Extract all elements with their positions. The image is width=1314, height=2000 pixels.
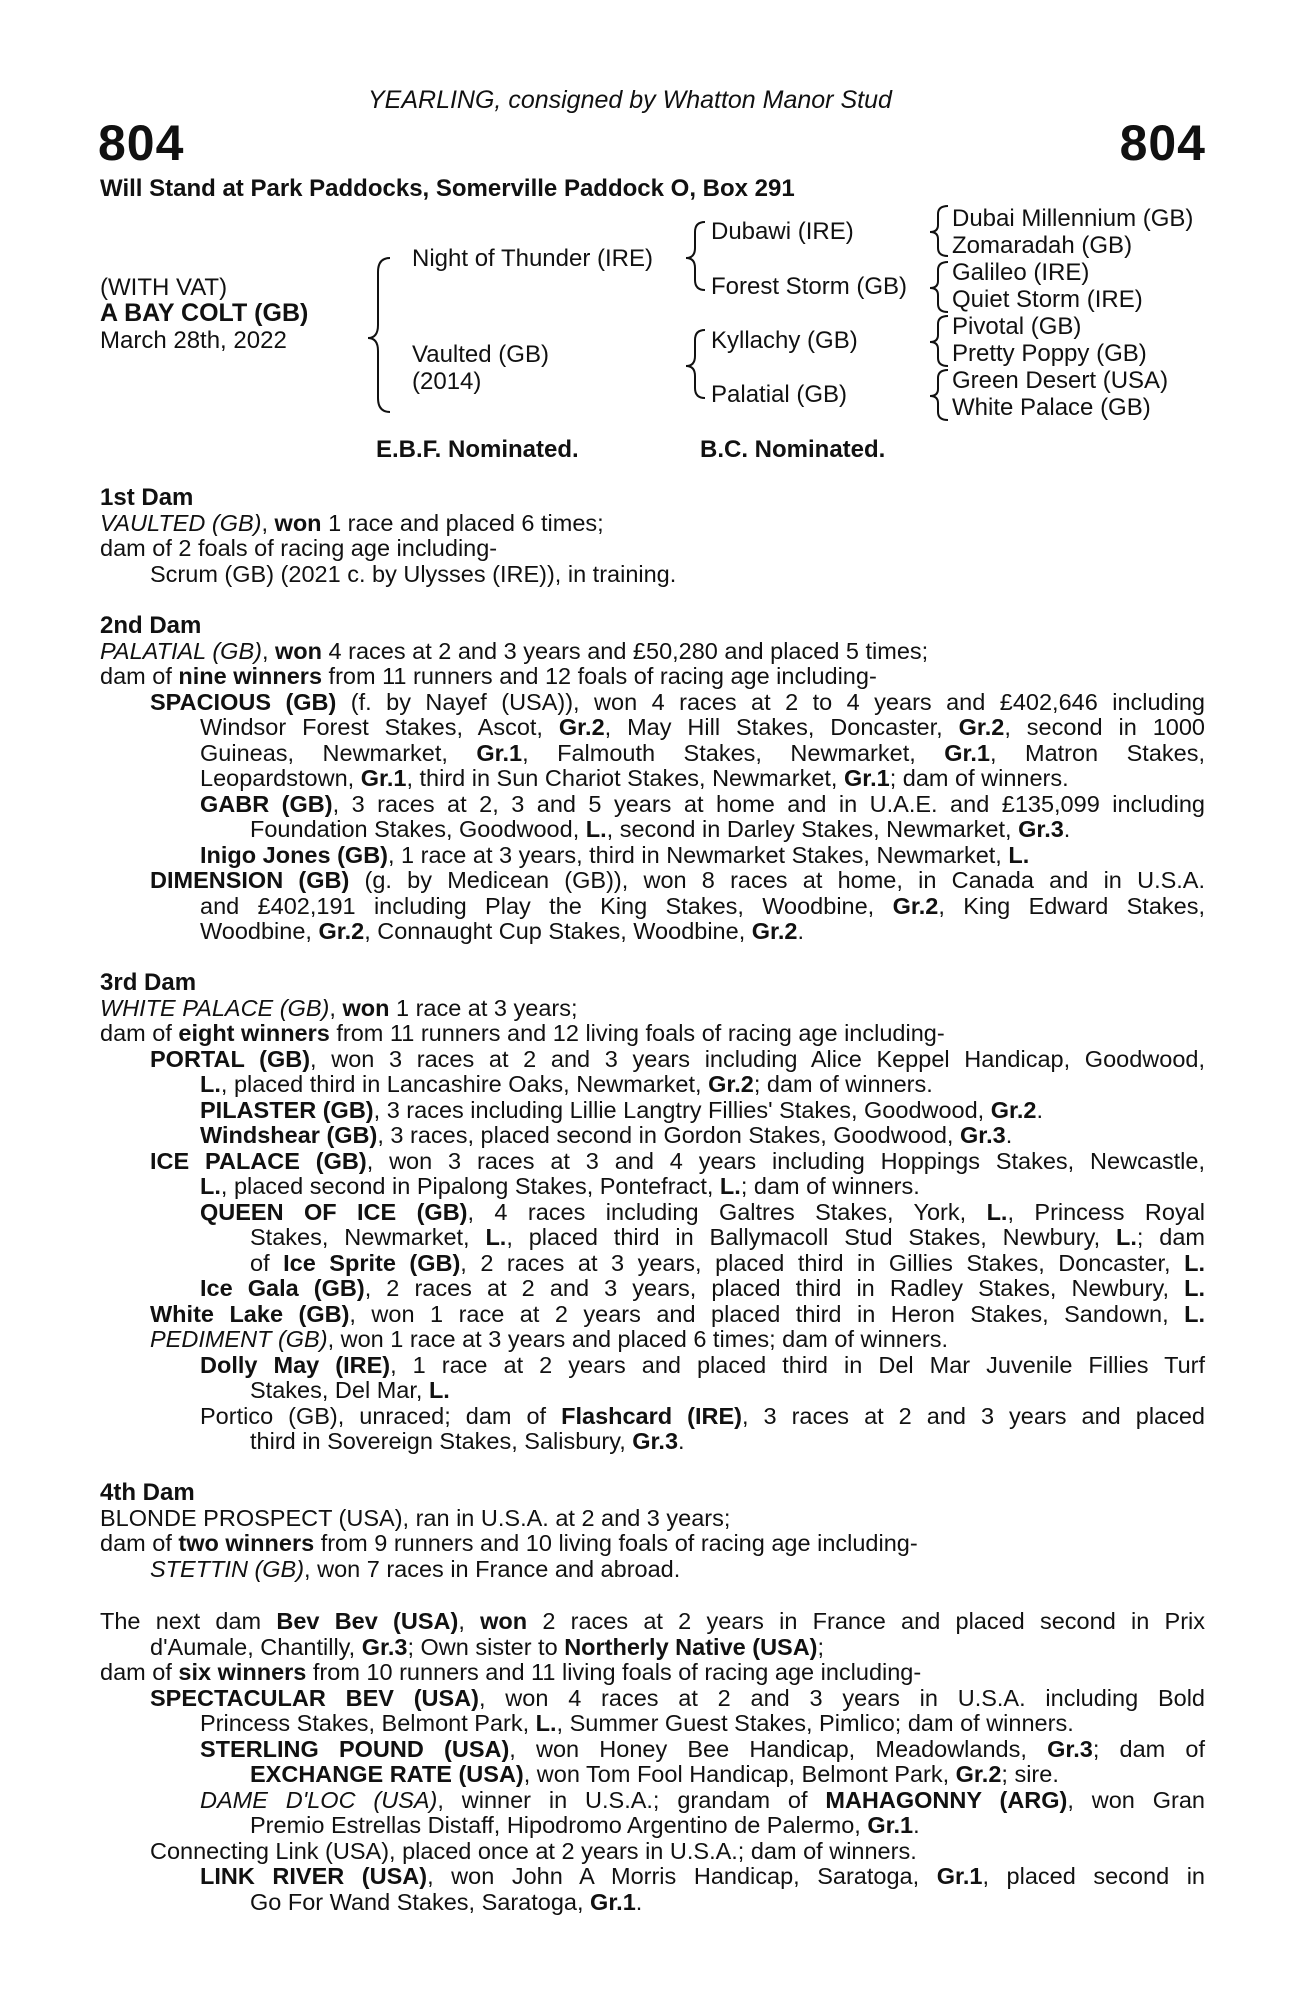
- text-run: dam of: [100, 1530, 179, 1556]
- text-run: Gr.3: [1018, 816, 1064, 842]
- section-title: 4th Dam: [100, 1479, 195, 1506]
- text-line: [100, 1149, 1205, 1175]
- gen3-5: Pivotal (GB): [952, 313, 1082, 340]
- text-run: .: [797, 918, 805, 944]
- next-dam-section: [100, 1609, 1205, 1915]
- text-run: ,: [261, 509, 275, 536]
- text-line: [100, 1813, 1205, 1839]
- gen3-3: Galileo (IRE): [952, 259, 1090, 286]
- text-run: DAME D'LOC (USA): [200, 1786, 438, 1813]
- gen3-4: Quiet Storm (IRE): [952, 286, 1143, 313]
- text-run: , May Hill Stakes, Doncaster,: [604, 714, 959, 740]
- text-run: , placed second in Pipalong Stakes, Pontefract,: [220, 1173, 720, 1199]
- dam-brace: [686, 330, 705, 398]
- horse-name: A BAY COLT (GB): [100, 299, 309, 327]
- text-run: Princess Stakes, Belmont Park,: [200, 1710, 536, 1736]
- sire-brace: [686, 222, 705, 290]
- text-run: QUEEN OF ICE (GB): [200, 1198, 468, 1225]
- text-run: PALATIAL (GB): [100, 637, 262, 664]
- text-run: EXCHANGE RATE (USA): [250, 1761, 524, 1787]
- text-line: Connecting Link (USA), placed once at 2 years in U.S.A.; dam of winners.: [150, 1837, 917, 1864]
- text-run: and £402,191 including Play the King Stakes, Woodbine,: [200, 892, 893, 919]
- text-line: [100, 1047, 1205, 1073]
- text-line: [100, 894, 1205, 920]
- text-run: L.: [1184, 1300, 1206, 1327]
- dam-year: (2014): [412, 368, 482, 395]
- text-run: PILASTER (GB): [200, 1096, 374, 1123]
- text-run: L.: [1184, 1249, 1205, 1276]
- text-run: SPECTACULAR BEV (USA): [150, 1684, 479, 1711]
- text-run: , won 3 races at 3 and 4 years including Hoppings Stakes, Newcastle,: [366, 1147, 1205, 1174]
- text-run: GABR (GB): [200, 790, 333, 817]
- text-line: [100, 1660, 1205, 1686]
- text-run: Gr.2: [990, 1096, 1037, 1123]
- text-run: VAULTED (GB): [100, 509, 262, 536]
- text-run: won: [274, 509, 322, 536]
- kyllachy-brace: [930, 316, 948, 366]
- text-line: [100, 1864, 1205, 1890]
- text-run: , won 3 races at 2 and 3 years including Alice Keppel Handicap, Goodwood,: [310, 1045, 1205, 1072]
- text-run: , placed second in: [982, 1863, 1206, 1889]
- text-run: Leopardstown,: [200, 765, 361, 791]
- text-run: Gr.2: [892, 892, 939, 919]
- text-run: Windshear (GB): [200, 1122, 378, 1148]
- section-title: 1st Dam: [100, 484, 194, 511]
- text-run: , winner in U.S.A.; grandam of: [437, 1786, 826, 1813]
- text-run: , Matron Stakes,: [989, 739, 1205, 766]
- text-run: of: [250, 1249, 284, 1276]
- gen3-8: White Palace (GB): [952, 394, 1151, 421]
- text-line: [100, 1072, 1205, 1098]
- text-run: Gr.1: [867, 1812, 914, 1838]
- text-run: Stakes, Del Mar,: [250, 1377, 429, 1403]
- text-run: Gr.3: [361, 1633, 408, 1660]
- text-run: Northerly Native (USA): [564, 1633, 818, 1660]
- text-run: .: [678, 1428, 685, 1454]
- text-line: [100, 1531, 1205, 1557]
- text-line: [100, 1762, 1205, 1788]
- text-run: (g. by Medicean (GB)), won 8 races at home, in Canada and in U.S.A.: [349, 867, 1205, 893]
- text-run: Gr.1: [944, 739, 990, 766]
- text-run: , 3 races including Lillie Langtry Fillies' Stakes, Goodwood,: [373, 1096, 991, 1123]
- text-line: dam of 2 foals of racing age including-: [100, 535, 498, 561]
- gen3-6: Pretty Poppy (GB): [952, 340, 1147, 367]
- text-line: [100, 1711, 1205, 1737]
- text-run: Gr.1: [476, 739, 523, 766]
- text-line: [100, 868, 1205, 894]
- text-line: BLONDE PROSPECT (USA), ran in U.S.A. at 2 and 3 years;: [100, 1504, 731, 1531]
- text-line: [100, 919, 1205, 945]
- text-line: [100, 1353, 1205, 1379]
- text-run: from 9 runners and 10 living foals of racing age including-: [314, 1530, 918, 1556]
- text-line: [100, 664, 1205, 690]
- text-run: ; Own sister to: [407, 1633, 565, 1660]
- text-run: DIMENSION (GB): [150, 867, 350, 893]
- text-run: Gr.2: [958, 714, 1005, 740]
- text-run: Bev Bev (USA): [276, 1608, 459, 1634]
- gen3-1: Dubai Millennium (GB): [952, 205, 1194, 232]
- ebf-nominated: E.B.F. Nominated.: [376, 436, 579, 463]
- text-run: Gr.3: [959, 1122, 1006, 1148]
- text-run: ; dam: [1136, 1224, 1205, 1250]
- text-run: from 11 runners and 12 foals of racing age including-: [322, 663, 877, 689]
- gen2-dam-dam: Palatial (GB): [711, 381, 848, 408]
- fourth-dam-section: [100, 1480, 1205, 1582]
- text-run: STERLING POUND (USA): [200, 1735, 510, 1762]
- gen2-sire-sire: Dubawi (IRE): [711, 218, 854, 245]
- text-line: [100, 741, 1205, 767]
- text-run: L.: [1184, 1275, 1206, 1301]
- text-run: 1 race at 3 years;: [389, 994, 578, 1021]
- text-line: [100, 996, 1205, 1022]
- text-run: , won Honey Bee Handicap, Meadowlands,: [509, 1735, 1048, 1762]
- text-run: , Connaught Cup Stakes, Woodbine,: [364, 918, 752, 944]
- text-run: d'Aumale, Chantilly,: [150, 1633, 362, 1660]
- text-line: [100, 1225, 1205, 1251]
- text-run: Inigo Jones (GB): [200, 841, 388, 868]
- text-run: Ice Sprite (GB): [283, 1249, 461, 1276]
- text-run: L.: [485, 1224, 507, 1250]
- text-line: [100, 1557, 1205, 1583]
- text-line: [100, 1429, 1205, 1455]
- text-run: MAHAGONNY (ARG): [825, 1786, 1068, 1813]
- text-run: from 10 runners and 11 living foals of racing age including-: [306, 1659, 922, 1685]
- text-run: Windsor Forest Stakes, Ascot,: [200, 714, 559, 740]
- text-run: .: [913, 1812, 920, 1838]
- palatial-brace: [930, 370, 948, 420]
- gen2-dam-sire: Kyllachy (GB): [711, 327, 858, 354]
- lot-number-left: 804: [98, 115, 185, 171]
- text-run: L.: [1008, 841, 1030, 868]
- text-line: [100, 1378, 1205, 1404]
- text-run: dam of: [100, 1659, 179, 1685]
- text-run: Gr.2: [558, 714, 605, 740]
- text-run: PORTAL (GB): [150, 1045, 311, 1072]
- text-run: , won John A Morris Handicap, Saratoga,: [427, 1863, 937, 1889]
- text-run: Gr.2: [955, 1761, 1002, 1787]
- text-run: dam of: [100, 663, 179, 689]
- text-run: , Princess Royal: [1007, 1198, 1205, 1225]
- text-run: ; dam of winners.: [740, 1173, 920, 1199]
- text-line: [100, 690, 1205, 716]
- text-run: L.: [200, 1071, 221, 1097]
- text-run: six winners: [178, 1659, 307, 1685]
- text-run: Gr.1: [936, 1863, 983, 1889]
- text-run: from 11 runners and 12 living foals of racing age including-: [329, 1020, 945, 1046]
- text-run: Gr.2: [708, 1071, 754, 1097]
- text-run: Premio Estrellas Distaff, Hipodromo Argentino de Palermo,: [250, 1812, 868, 1838]
- text-line: [100, 792, 1205, 818]
- text-run: third in Sovereign Stakes, Salisbury,: [250, 1428, 633, 1454]
- text-line: [100, 1123, 1205, 1149]
- text-run: , 4 races including Galtres Stakes, York,: [467, 1198, 987, 1225]
- section-title: 3rd Dam: [100, 969, 197, 996]
- text-run: Woodbine,: [200, 918, 319, 944]
- dam-name: Vaulted (GB): [412, 341, 549, 368]
- lot-number-right: 804: [1119, 115, 1206, 171]
- text-run: 4 races at 2 and 3 years and £50,280 and placed 5 times;: [322, 637, 929, 664]
- text-run: Guineas, Newmarket,: [200, 739, 477, 766]
- text-run: , won Tom Fool Handicap, Belmont Park,: [523, 1761, 956, 1787]
- colt-brace: [368, 258, 390, 412]
- text-line: [100, 511, 1205, 537]
- text-run: Dolly May (IRE): [200, 1351, 391, 1378]
- text-run: ,: [329, 994, 343, 1021]
- text-line: [100, 1174, 1205, 1200]
- text-run: .: [1005, 1122, 1013, 1148]
- gen3-7: Green Desert (USA): [952, 367, 1169, 394]
- text-run: ICE PALACE (GB): [150, 1147, 367, 1174]
- section-title: 2nd Dam: [100, 612, 202, 639]
- text-run: , second in Darley Stakes, Newmarket,: [606, 816, 1019, 842]
- text-run: The next dam: [100, 1608, 277, 1634]
- text-line: [100, 843, 1205, 869]
- text-run: Gr.3: [632, 1428, 679, 1454]
- text-run: .: [635, 1888, 643, 1915]
- text-run: , won 4 races at 2 and 3 years in U.S.A. including Bold: [478, 1684, 1205, 1711]
- text-run: ; dam of winners.: [889, 765, 1069, 791]
- text-run: WHITE PALACE (GB): [100, 994, 330, 1021]
- text-run: 1 race and placed 6 times;: [321, 509, 604, 536]
- stand-location: Will Stand at Park Paddocks, Somerville Paddock O, Box 291: [100, 175, 795, 202]
- text-line: [100, 1788, 1205, 1814]
- text-line: [100, 1021, 1205, 1047]
- text-run: ,: [261, 637, 276, 664]
- catalogue-subtitle: YEARLING, consigned by Whatton Manor Stud: [368, 86, 892, 114]
- text-run: , 3 races at 2 and 3 years and placed: [741, 1402, 1206, 1429]
- text-run: Gr.3: [1047, 1735, 1093, 1762]
- text-run: L.: [428, 1377, 450, 1403]
- text-line: Scrum (GB) (2021 c. by Ulysses (IRE)), in training.: [150, 560, 677, 587]
- text-line: [100, 766, 1205, 792]
- text-run: Go For Wand Stakes, Saratoga,: [250, 1888, 591, 1915]
- sire-name: Night of Thunder (IRE): [412, 245, 653, 272]
- text-run: ; sire.: [1001, 1761, 1059, 1787]
- text-run: L.: [200, 1173, 221, 1199]
- text-run: Flashcard (IRE): [561, 1402, 742, 1429]
- text-run: Gr.2: [751, 918, 798, 944]
- text-run: ,: [458, 1608, 481, 1634]
- text-run: L.: [719, 1173, 741, 1199]
- text-run: two winners: [178, 1530, 315, 1556]
- text-line: [100, 1635, 1205, 1661]
- text-run: , won 1 race at 3 years and placed 6 times; dam of winners.: [327, 1326, 949, 1352]
- text-run: nine winners: [178, 663, 323, 689]
- text-run: dam of: [100, 1020, 179, 1046]
- text-run: Ice Gala (GB): [200, 1275, 365, 1301]
- text-run: Gr.1: [590, 1888, 636, 1915]
- text-run: L.: [535, 1710, 557, 1736]
- bc-nominated: B.C. Nominated.: [700, 436, 886, 463]
- text-line: [100, 639, 1205, 665]
- text-run: , 3 races, placed second in Gordon Stakes, Goodwood,: [377, 1122, 960, 1148]
- text-run: , 1 race at 2 years and placed third in Del Mar Juvenile Fillies Turf: [390, 1351, 1205, 1378]
- forest-storm-brace: [930, 262, 948, 312]
- text-run: , Summer Guest Stakes, Pimlico; dam of winners.: [556, 1710, 1074, 1736]
- text-run: , third in Sun Chariot Stakes, Newmarket,: [406, 765, 844, 791]
- vat-note: (WITH VAT): [100, 274, 228, 301]
- text-run: White Lake (GB): [150, 1300, 350, 1327]
- text-run: , won 1 race at 2 years and placed third in Heron Stakes, Sandown,: [349, 1300, 1185, 1327]
- text-line: [100, 1251, 1205, 1277]
- text-line: [100, 1302, 1205, 1328]
- text-line: [100, 1890, 1205, 1916]
- text-line: [100, 1609, 1205, 1635]
- foaling-date: March 28th, 2022: [100, 327, 287, 354]
- text-run: .: [1036, 1096, 1044, 1123]
- text-run: (f. by Nayef (USA)), won 4 races at 2 to 4 years and £402,646 including: [336, 688, 1205, 715]
- text-run: LINK RIVER (USA): [200, 1863, 428, 1889]
- text-run: won: [275, 637, 323, 664]
- text-run: , 1 race at 3 years, third in Newmarket Stakes, Newmarket,: [388, 841, 1009, 868]
- text-run: Portico (GB), unraced; dam of: [200, 1402, 562, 1429]
- text-line: [100, 715, 1205, 741]
- text-run: Gr.2: [318, 918, 365, 944]
- text-run: Stakes, Newmarket,: [250, 1224, 486, 1250]
- text-run: , Falmouth Stakes, Newmarket,: [522, 739, 945, 766]
- text-run: , King Edward Stakes,: [938, 892, 1206, 919]
- text-run: ;: [817, 1633, 825, 1660]
- text-run: , 2 races at 2 and 3 years, placed third in Radley Stakes, Newbury,: [364, 1275, 1185, 1301]
- text-run: , won 7 races in France and abroad.: [304, 1555, 681, 1582]
- text-run: SPACIOUS (GB): [150, 688, 337, 715]
- text-line: [100, 1200, 1205, 1226]
- gen3-2: Zomaradah (GB): [952, 232, 1133, 259]
- text-run: , second in 1000: [1004, 714, 1205, 740]
- text-run: , 3 races at 2, 3 and 5 years at home and in U.A.E. and £135,099 including: [332, 790, 1205, 817]
- text-run: 2 races at 2 years in France and placed second in Prix: [527, 1608, 1206, 1634]
- text-run: , placed third in Ballymacoll Stud Stakes, Newbury,: [506, 1224, 1116, 1250]
- text-line: [100, 1276, 1205, 1302]
- text-run: ; dam of: [1092, 1735, 1206, 1762]
- text-run: L.: [1116, 1224, 1137, 1250]
- text-run: , won Gran: [1067, 1786, 1205, 1813]
- text-run: won: [480, 1608, 528, 1634]
- text-line: [100, 1404, 1205, 1430]
- text-run: Gr.1: [360, 765, 407, 791]
- text-run: STETTIN (GB): [150, 1555, 305, 1582]
- text-run: ; dam of winners.: [753, 1071, 933, 1097]
- text-line: [100, 1686, 1205, 1712]
- third-dam-section: [100, 970, 1205, 1455]
- text-run: Foundation Stakes, Goodwood,: [250, 816, 586, 842]
- text-line: [100, 1327, 1205, 1353]
- text-run: L.: [986, 1198, 1008, 1225]
- text-run: PEDIMENT (GB): [150, 1326, 328, 1352]
- gen2-sire-dam: Forest Storm (GB): [711, 273, 908, 300]
- dubawi-brace: [930, 206, 948, 256]
- second-dam-section: [100, 613, 1205, 945]
- text-run: Gr.1: [843, 765, 890, 791]
- text-run: , placed third in Lancashire Oaks, Newmarket,: [220, 1071, 709, 1097]
- first-dam-section: [100, 485, 1205, 587]
- text-run: L.: [585, 816, 607, 842]
- text-run: eight winners: [178, 1020, 330, 1046]
- text-line: [100, 1737, 1205, 1763]
- text-run: .: [1063, 816, 1071, 842]
- text-run: won: [342, 994, 390, 1021]
- text-run: , 2 races at 3 years, placed third in Gillies Stakes, Doncaster,: [460, 1249, 1185, 1276]
- text-line: [100, 1098, 1205, 1124]
- text-line: [100, 817, 1205, 843]
